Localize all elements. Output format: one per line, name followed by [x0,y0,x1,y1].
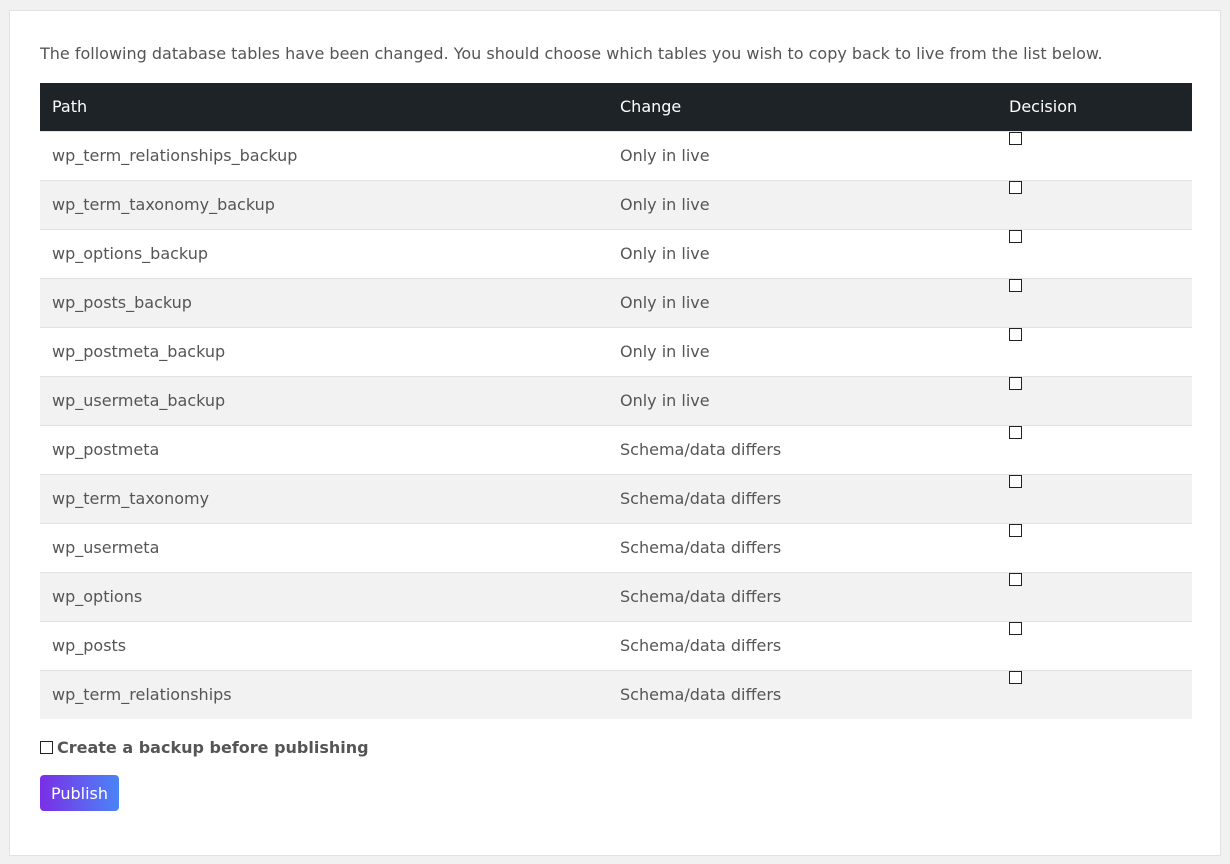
path-cell: wp_term_taxonomy [40,474,608,523]
publish-panel [9,10,1221,856]
decision-cell [997,376,1192,425]
decision-checkbox[interactable] [1009,181,1022,194]
intro-text: The following database tables have been changed. You should choose which tables you wish to copy back to live from the list below. [40,44,1103,63]
path-cell: wp_postmeta_backup [40,327,608,376]
change-cell: Only in live [608,327,997,376]
path-cell: wp_usermeta_backup [40,376,608,425]
change-cell: Schema/data differs [608,474,997,523]
table-row [40,278,1192,327]
decision-cell [997,278,1192,327]
table-row [40,474,1192,523]
table-row [40,572,1192,621]
decision-checkbox[interactable] [1009,475,1022,488]
decision-checkbox[interactable] [1009,426,1022,439]
decision-checkbox[interactable] [1009,230,1022,243]
change-cell: Schema/data differs [608,670,997,719]
path-cell: wp_term_relationships [40,670,608,719]
table-row [40,180,1192,229]
path-cell: wp_term_taxonomy_backup [40,180,608,229]
table-row [40,425,1192,474]
table-row [40,670,1192,719]
change-cell: Only in live [608,180,997,229]
decision-cell [997,474,1192,523]
backup-option[interactable] [40,736,369,758]
path-cell: wp_options_backup [40,229,608,278]
decision-checkbox[interactable] [1009,524,1022,537]
changed-tables-table [40,83,1192,719]
change-cell: Only in live [608,229,997,278]
change-cell: Schema/data differs [608,621,997,670]
decision-cell [997,670,1192,719]
decision-cell [997,229,1192,278]
decision-cell [997,131,1192,180]
decision-checkbox[interactable] [1009,671,1022,684]
path-cell: wp_posts [40,621,608,670]
table-row [40,327,1192,376]
change-cell: Only in live [608,131,997,180]
column-header-path: Path [40,83,608,131]
path-cell: wp_term_relationships_backup [40,131,608,180]
decision-cell [997,523,1192,572]
decision-checkbox[interactable] [1009,279,1022,292]
backup-label[interactable]: Create a backup before publishing [57,737,369,757]
decision-cell [997,180,1192,229]
table-row [40,229,1192,278]
table-row [40,376,1192,425]
decision-cell [997,621,1192,670]
column-header-change: Change [608,83,997,131]
change-cell: Only in live [608,376,997,425]
backup-checkbox[interactable] [40,741,53,754]
decision-cell [997,327,1192,376]
table-row [40,621,1192,670]
path-cell: wp_options [40,572,608,621]
publish-button[interactable]: Publish [40,775,119,811]
path-cell: wp_postmeta [40,425,608,474]
table-row [40,523,1192,572]
decision-cell [997,425,1192,474]
change-cell: Only in live [608,278,997,327]
change-cell: Schema/data differs [608,425,997,474]
table-header-row [40,83,1192,131]
change-cell: Schema/data differs [608,572,997,621]
path-cell: wp_posts_backup [40,278,608,327]
decision-checkbox[interactable] [1009,328,1022,341]
column-header-decision: Decision [997,83,1192,131]
decision-cell [997,572,1192,621]
decision-checkbox[interactable] [1009,622,1022,635]
decision-checkbox[interactable] [1009,377,1022,390]
decision-checkbox[interactable] [1009,573,1022,586]
path-cell: wp_usermeta [40,523,608,572]
table-row [40,131,1192,180]
table-body [40,131,1192,719]
change-cell: Schema/data differs [608,523,997,572]
decision-checkbox[interactable] [1009,132,1022,145]
